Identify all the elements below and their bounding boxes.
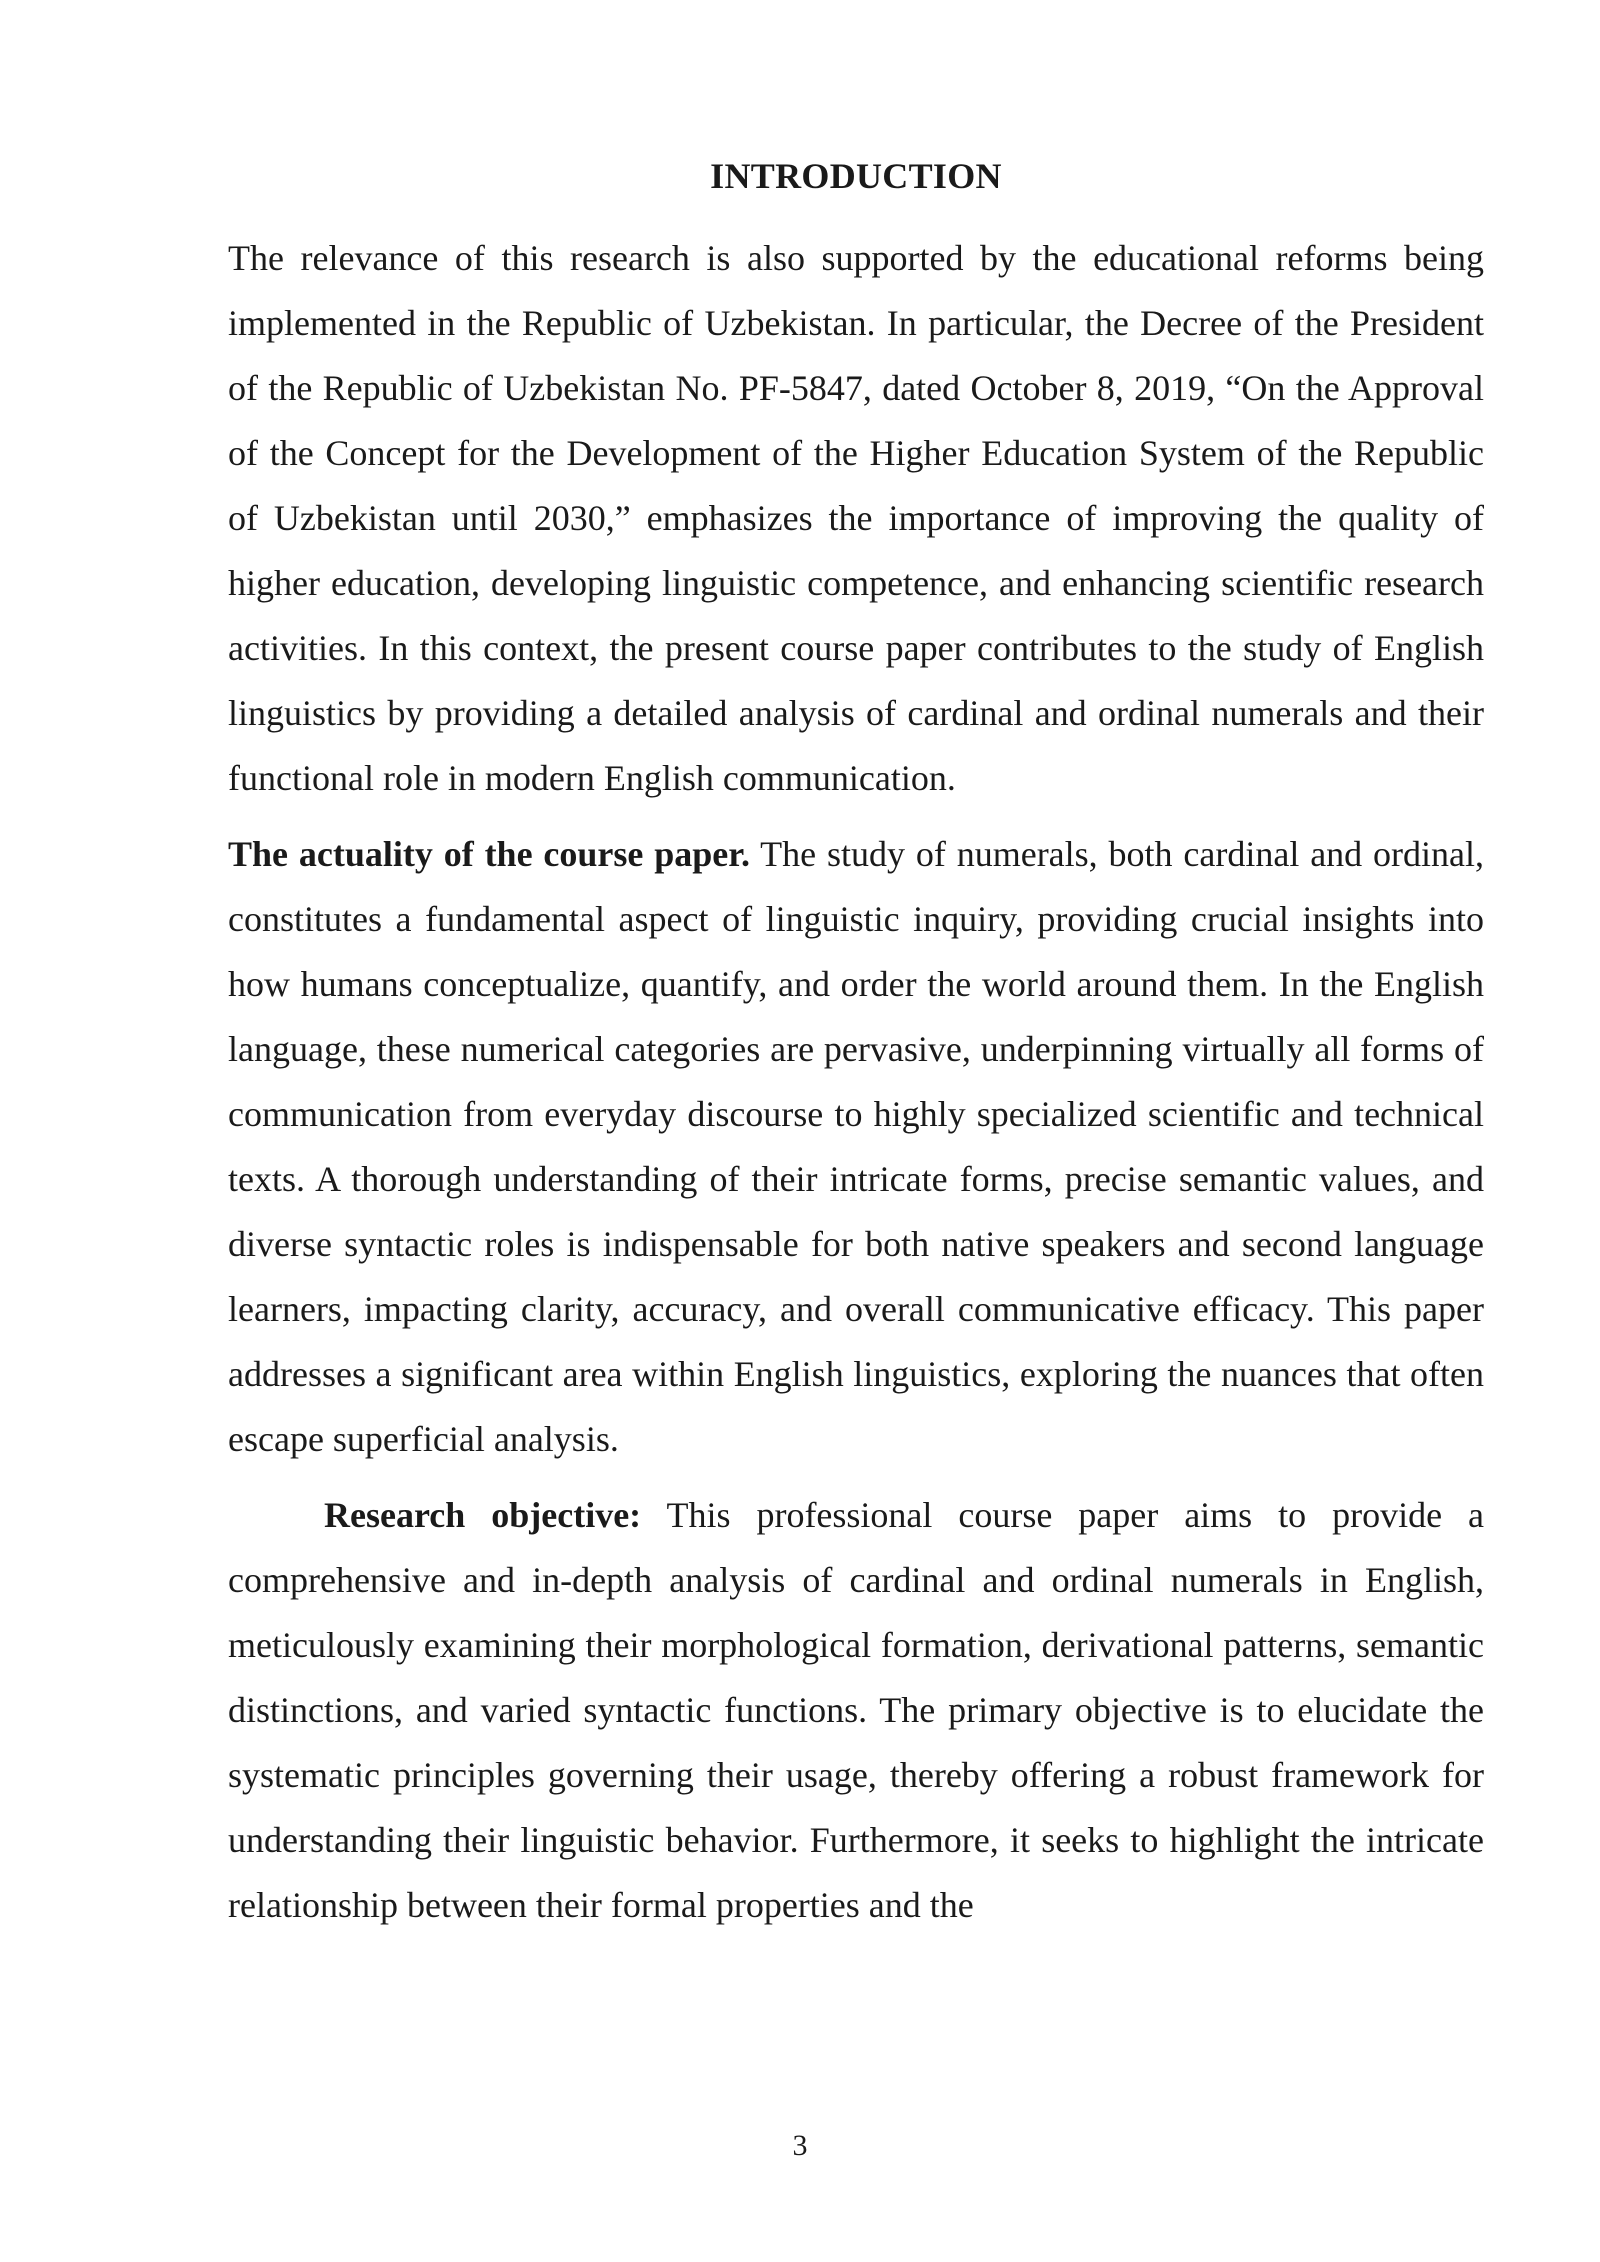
paragraph-relevance-text: The relevance of this research is also supported by the educational reforms being implemented in the Republic of Uzbekistan. In particular, the Decree of the President of the Republic of Uzbekistan No. PF-5847, dated October 8, 2019, “On the Approval of the Concept for the Development of the Higher Education System of the Republic of Uzbekistan until 2030,” emphasizes the importance of improving the quality of higher education, developing linguistic competence, and enhancing scientific research activities. In this context, the present course paper contributes to the study of English linguistics by providing a detailed analysis of cardinal and ordinal numerals and their functional role in modern English communication. (228, 238, 1484, 798)
paragraph-actuality (228, 822, 1484, 1472)
page-number: 3 (792, 2129, 808, 2162)
paragraph-research-objective (228, 1483, 1484, 1938)
actuality-label: The actuality of the course paper. (228, 834, 750, 874)
research-objective-text: This professional course paper aims to provide a comprehensive and in-depth analysis of cardinal and ordinal numerals in English, meticulously examining their morphological formation, derivational patterns, semantic distinctions, and varied syntactic functions. The primary objective is to elucidate the systematic principles governing their usage, thereby offering a robust framework for understanding their linguistic behavior. Furthermore, it seeks to highlight the intricate relationship between their formal properties and the (228, 1495, 1485, 1925)
section-heading: INTRODUCTION (710, 156, 1002, 196)
actuality-text: The study of numerals, both cardinal and ordinal, constitutes a fundamental aspect of linguistic inquiry, providing crucial insights into how humans conceptualize, quantify, and order the world around them. In the English language, these numerical categories are pervasive, underpinning virtually all forms of communication from everyday discourse to highly specialized scientific and technical texts. A thorough understanding of their intricate forms, precise semantic values, and diverse syntactic roles is indispensable for both native speakers and second language learners, impacting clarity, accuracy, and overall communicative efficacy. This paper addresses a significant area within English linguistics, exploring the nuances that often escape superficial analysis. (228, 834, 1485, 1459)
page-content (228, 148, 1484, 1949)
research-objective-label: Research objective: (324, 1495, 642, 1535)
paragraph-relevance (228, 226, 1484, 811)
